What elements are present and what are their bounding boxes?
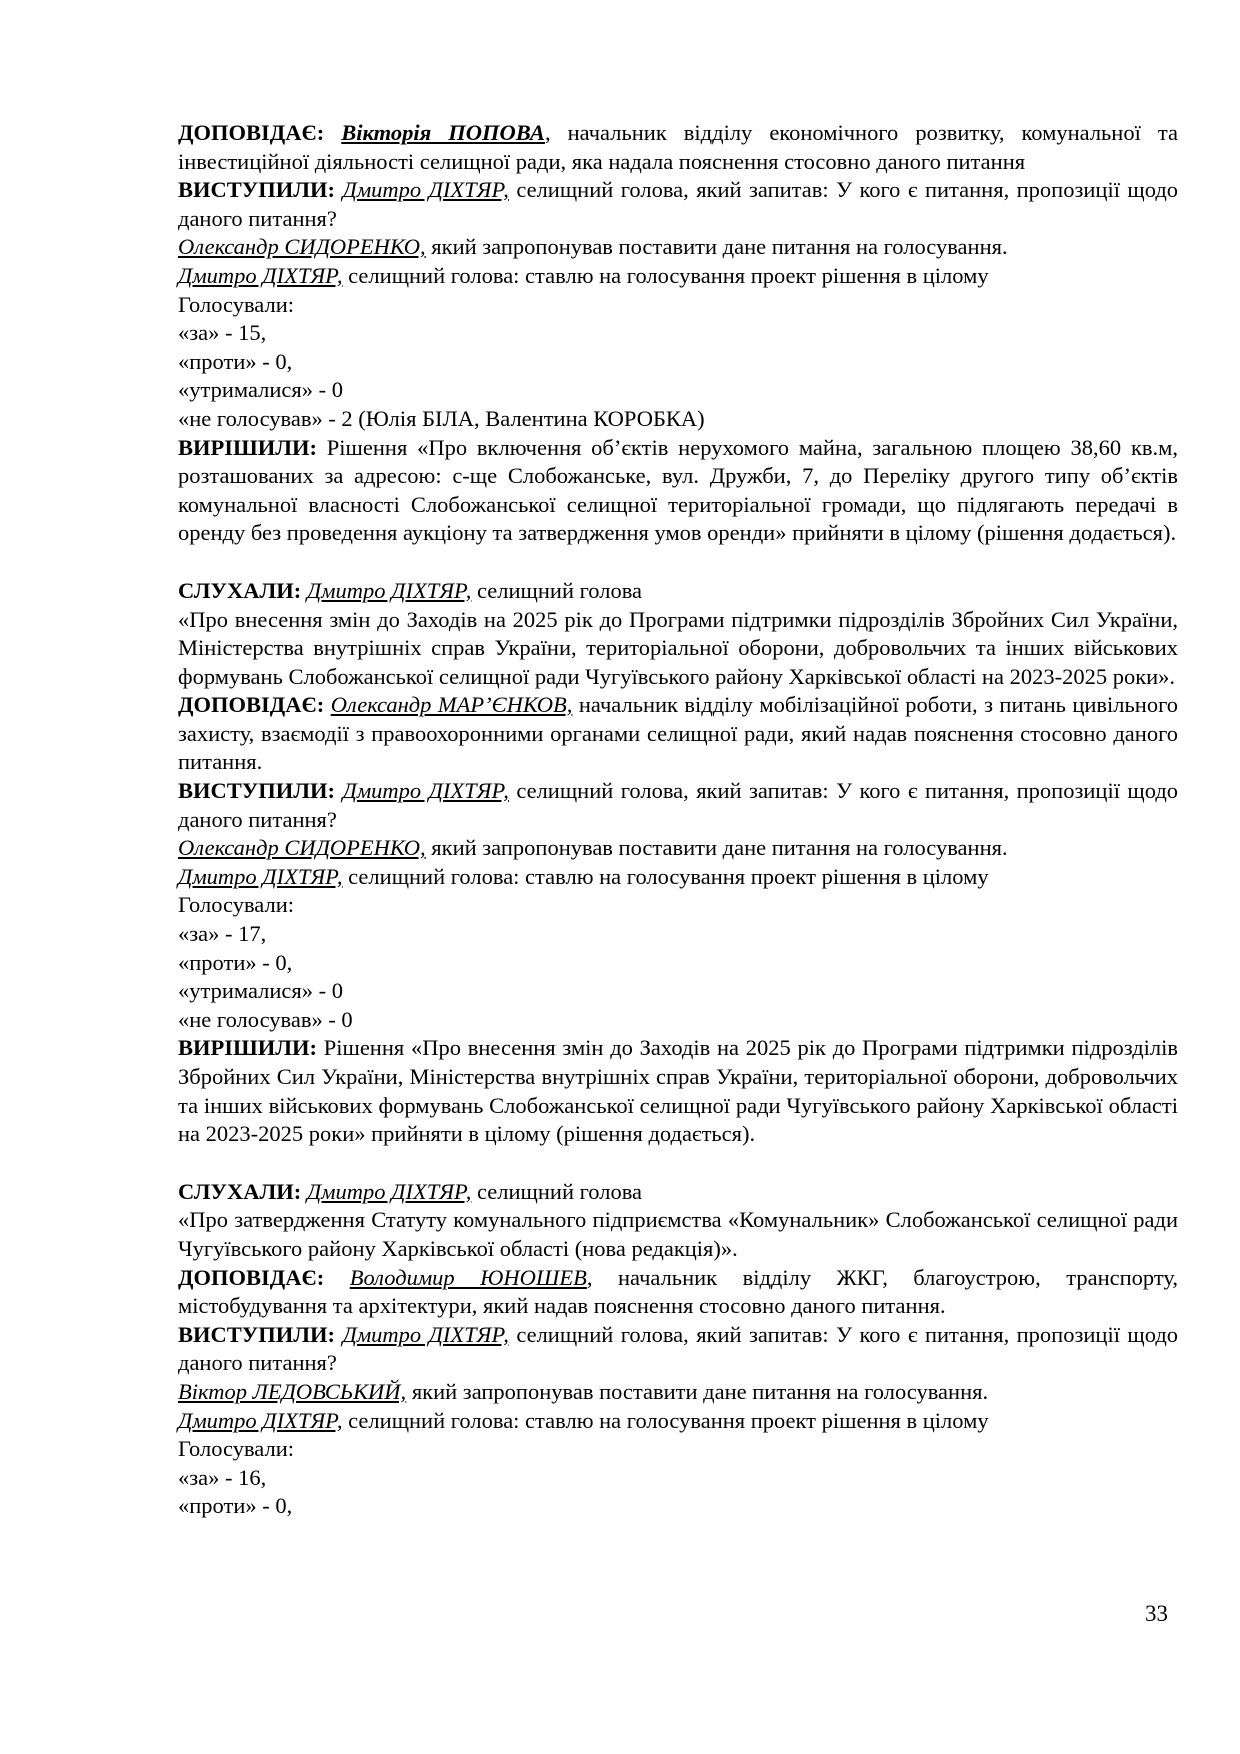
proposal-line xyxy=(178,233,1178,262)
heard-text: селищний голова xyxy=(471,577,643,603)
voted-label: Голосували: xyxy=(178,1436,294,1462)
vote-abstain: «утрималися» - 0 xyxy=(178,377,344,403)
vote-none: «не голосував» - 0 xyxy=(178,1006,353,1032)
reporter-name: Олександр МАР’ЄНКОВ, xyxy=(330,692,573,718)
chair-text: селищний голова: ставлю на голосування проект рішення в цілому xyxy=(342,863,989,889)
speaker-text: селищний голова, який запитав: У кого є питання, пропозиції щодо даного питання? xyxy=(178,1321,1179,1376)
vote-against: «проти» - 0, xyxy=(178,348,293,374)
chair-line xyxy=(178,262,1178,291)
vote-for: «за» - 15, xyxy=(178,320,267,346)
decided-label: ВИРІШИЛИ: xyxy=(178,434,317,460)
heard-name: Дмитро ДІХТЯР, xyxy=(306,1178,472,1204)
chair-line xyxy=(178,863,1178,892)
decision-text: Рішення «Про внесення змін до Заходів на 2025 рік до Програми підтримки підрозділів Збройних Сил України, Міністерства внутрішніх справ України, територіальної оборони, добровольчих та інших військових формувань Слобожанської селищної ради Чугуївського району Харківської області на 2023-2025 роки» прийняти в цілому (рішення додається). xyxy=(178,1035,1178,1147)
speakers-label: ВИСТУПИЛИ: xyxy=(178,177,336,203)
proposal-text: який запропонував поставити дане питання на голосування. xyxy=(406,1378,989,1404)
reporter-paragraph xyxy=(178,691,1178,777)
proposer-name: Олександр СИДОРЕНКО, xyxy=(178,835,426,861)
vote-none: «не голосував» - 2 (Юлія БІЛА, Валентина КОРОБКА) xyxy=(178,405,705,431)
chair-name: Дмитро ДІХТЯР, xyxy=(178,863,343,889)
reporter-paragraph xyxy=(178,1264,1178,1321)
heard-label: СЛУХАЛИ: xyxy=(178,577,302,603)
topic-paragraph: «Про затвердження Статуту комунального підприємства «Комунальник» Слобожанської селищної ради Чугуївського району Харківської області (нова редакція)». xyxy=(178,1207,1178,1261)
heard-line xyxy=(178,577,1178,606)
speaker-name: Дмитро ДІХТЯР, xyxy=(342,778,509,804)
reporter-label: ДОПОВІДАЄ: xyxy=(178,120,325,145)
page-number: 33 xyxy=(1145,1601,1168,1626)
heard-line xyxy=(178,1178,1178,1207)
decision-paragraph xyxy=(178,1034,1178,1148)
speaker-name: Дмитро ДІХТЯР, xyxy=(342,1321,509,1347)
speakers-label: ВИСТУПИЛИ: xyxy=(178,1321,336,1347)
speakers-label: ВИСТУПИЛИ: xyxy=(178,778,336,804)
proposer-name: Олександр СИДОРЕНКО, xyxy=(178,234,426,260)
heard-text: селищний голова xyxy=(471,1178,643,1204)
reporter-paragraph xyxy=(178,119,1178,176)
chair-text: селищний голова: ставлю на голосування проект рішення в цілому xyxy=(342,262,989,288)
minutes-content xyxy=(178,119,1178,1521)
reporter-label: ДОПОВІДАЄ: xyxy=(178,1264,325,1290)
chair-line xyxy=(178,1407,1178,1436)
vote-for: «за» - 17, xyxy=(178,921,267,947)
section-gap xyxy=(178,1149,1178,1178)
proposal-text: який запропонував поставити дане питання на голосування. xyxy=(425,234,1008,260)
vote-against: «проти» - 0, xyxy=(178,1493,293,1519)
voted-label: Голосували: xyxy=(178,892,294,918)
speaker-name: Дмитро ДІХТЯР, xyxy=(342,177,509,203)
reporter-label: ДОПОВІДАЄ: xyxy=(178,692,325,718)
voted-label: Голосували: xyxy=(178,291,294,317)
vote-for: «за» - 16, xyxy=(178,1464,267,1490)
chair-text: селищний голова: ставлю на голосування проект рішення в цілому xyxy=(342,1407,989,1433)
proposer-name: Віктор ЛЕДОВСЬКИЙ, xyxy=(178,1378,407,1404)
speaker-text: селищний голова, який запитав: У кого є питання, пропозиції щодо даного питання? xyxy=(178,778,1179,832)
reporter-name: Вікторія ПОПОВА xyxy=(341,120,545,145)
reporter-name: Володимир ЮНОШЕВ xyxy=(349,1264,587,1290)
heard-label: СЛУХАЛИ: xyxy=(178,1178,302,1204)
vote-against: «проти» - 0, xyxy=(178,949,293,975)
proposal-line xyxy=(178,834,1178,863)
decision-paragraph xyxy=(178,434,1178,548)
heard-name: Дмитро ДІХТЯР, xyxy=(306,577,472,603)
decided-label: ВИРІШИЛИ: xyxy=(178,1035,317,1061)
topic-paragraph: «Про внесення змін до Заходів на 2025 рік до Програми підтримки підрозділів Збройних Сил України, Міністерства внутрішніх справ України, територіальної оборони, добровольчих та інших військових формувань Слобожанської селищної ради Чугуївського району Харківської області на 2023-2025 роки». xyxy=(178,606,1178,689)
vote-abstain: «утрималися» - 0 xyxy=(178,978,344,1004)
reporter-text: , начальник відділу ЖКГ, благоустрою, транспорту, містобудування та архітектури, який надав пояснення стосовно даного питання. xyxy=(178,1264,1178,1319)
decision-text: Рішення «Про включення об’єктів нерухомого майна, загальною площею 38,60 кв.м, розташованих за адресою: с-ще Слобожанське, вул. Дружби, 7, до Переліку другого типу об’єктів комунальної власності Слобожанської селищної територіальної громади, що підлягають передачі в оренду без проведення аукціону та затвердження умов оренди» прийняти в цілому (рішення додається). xyxy=(178,434,1178,546)
section-gap xyxy=(178,548,1178,577)
proposal-text: який запропонував поставити дане питання на голосування. xyxy=(425,835,1008,861)
speakers-paragraph xyxy=(178,1321,1178,1378)
chair-name: Дмитро ДІХТЯР, xyxy=(178,1407,343,1433)
speaker-text: селищний голова, який запитав: У кого є питання, пропозиції щодо даного питання? xyxy=(178,177,1179,231)
chair-name: Дмитро ДІХТЯР, xyxy=(178,262,343,288)
reporter-text: , начальник відділу економічного розвитку, комунальної та інвестиційної діяльності селищної ради, яка надала пояснення стосовно даного питання xyxy=(178,120,1179,174)
speakers-paragraph xyxy=(178,777,1178,834)
proposal-line xyxy=(178,1378,1178,1407)
speakers-paragraph xyxy=(178,176,1178,233)
reporter-text: начальник відділу мобілізаційної роботи, з питань цивільного захисту, взаємодії з правоохоронними органами селищної ради, який надав пояснення стосовно даного питання. xyxy=(178,692,1178,775)
